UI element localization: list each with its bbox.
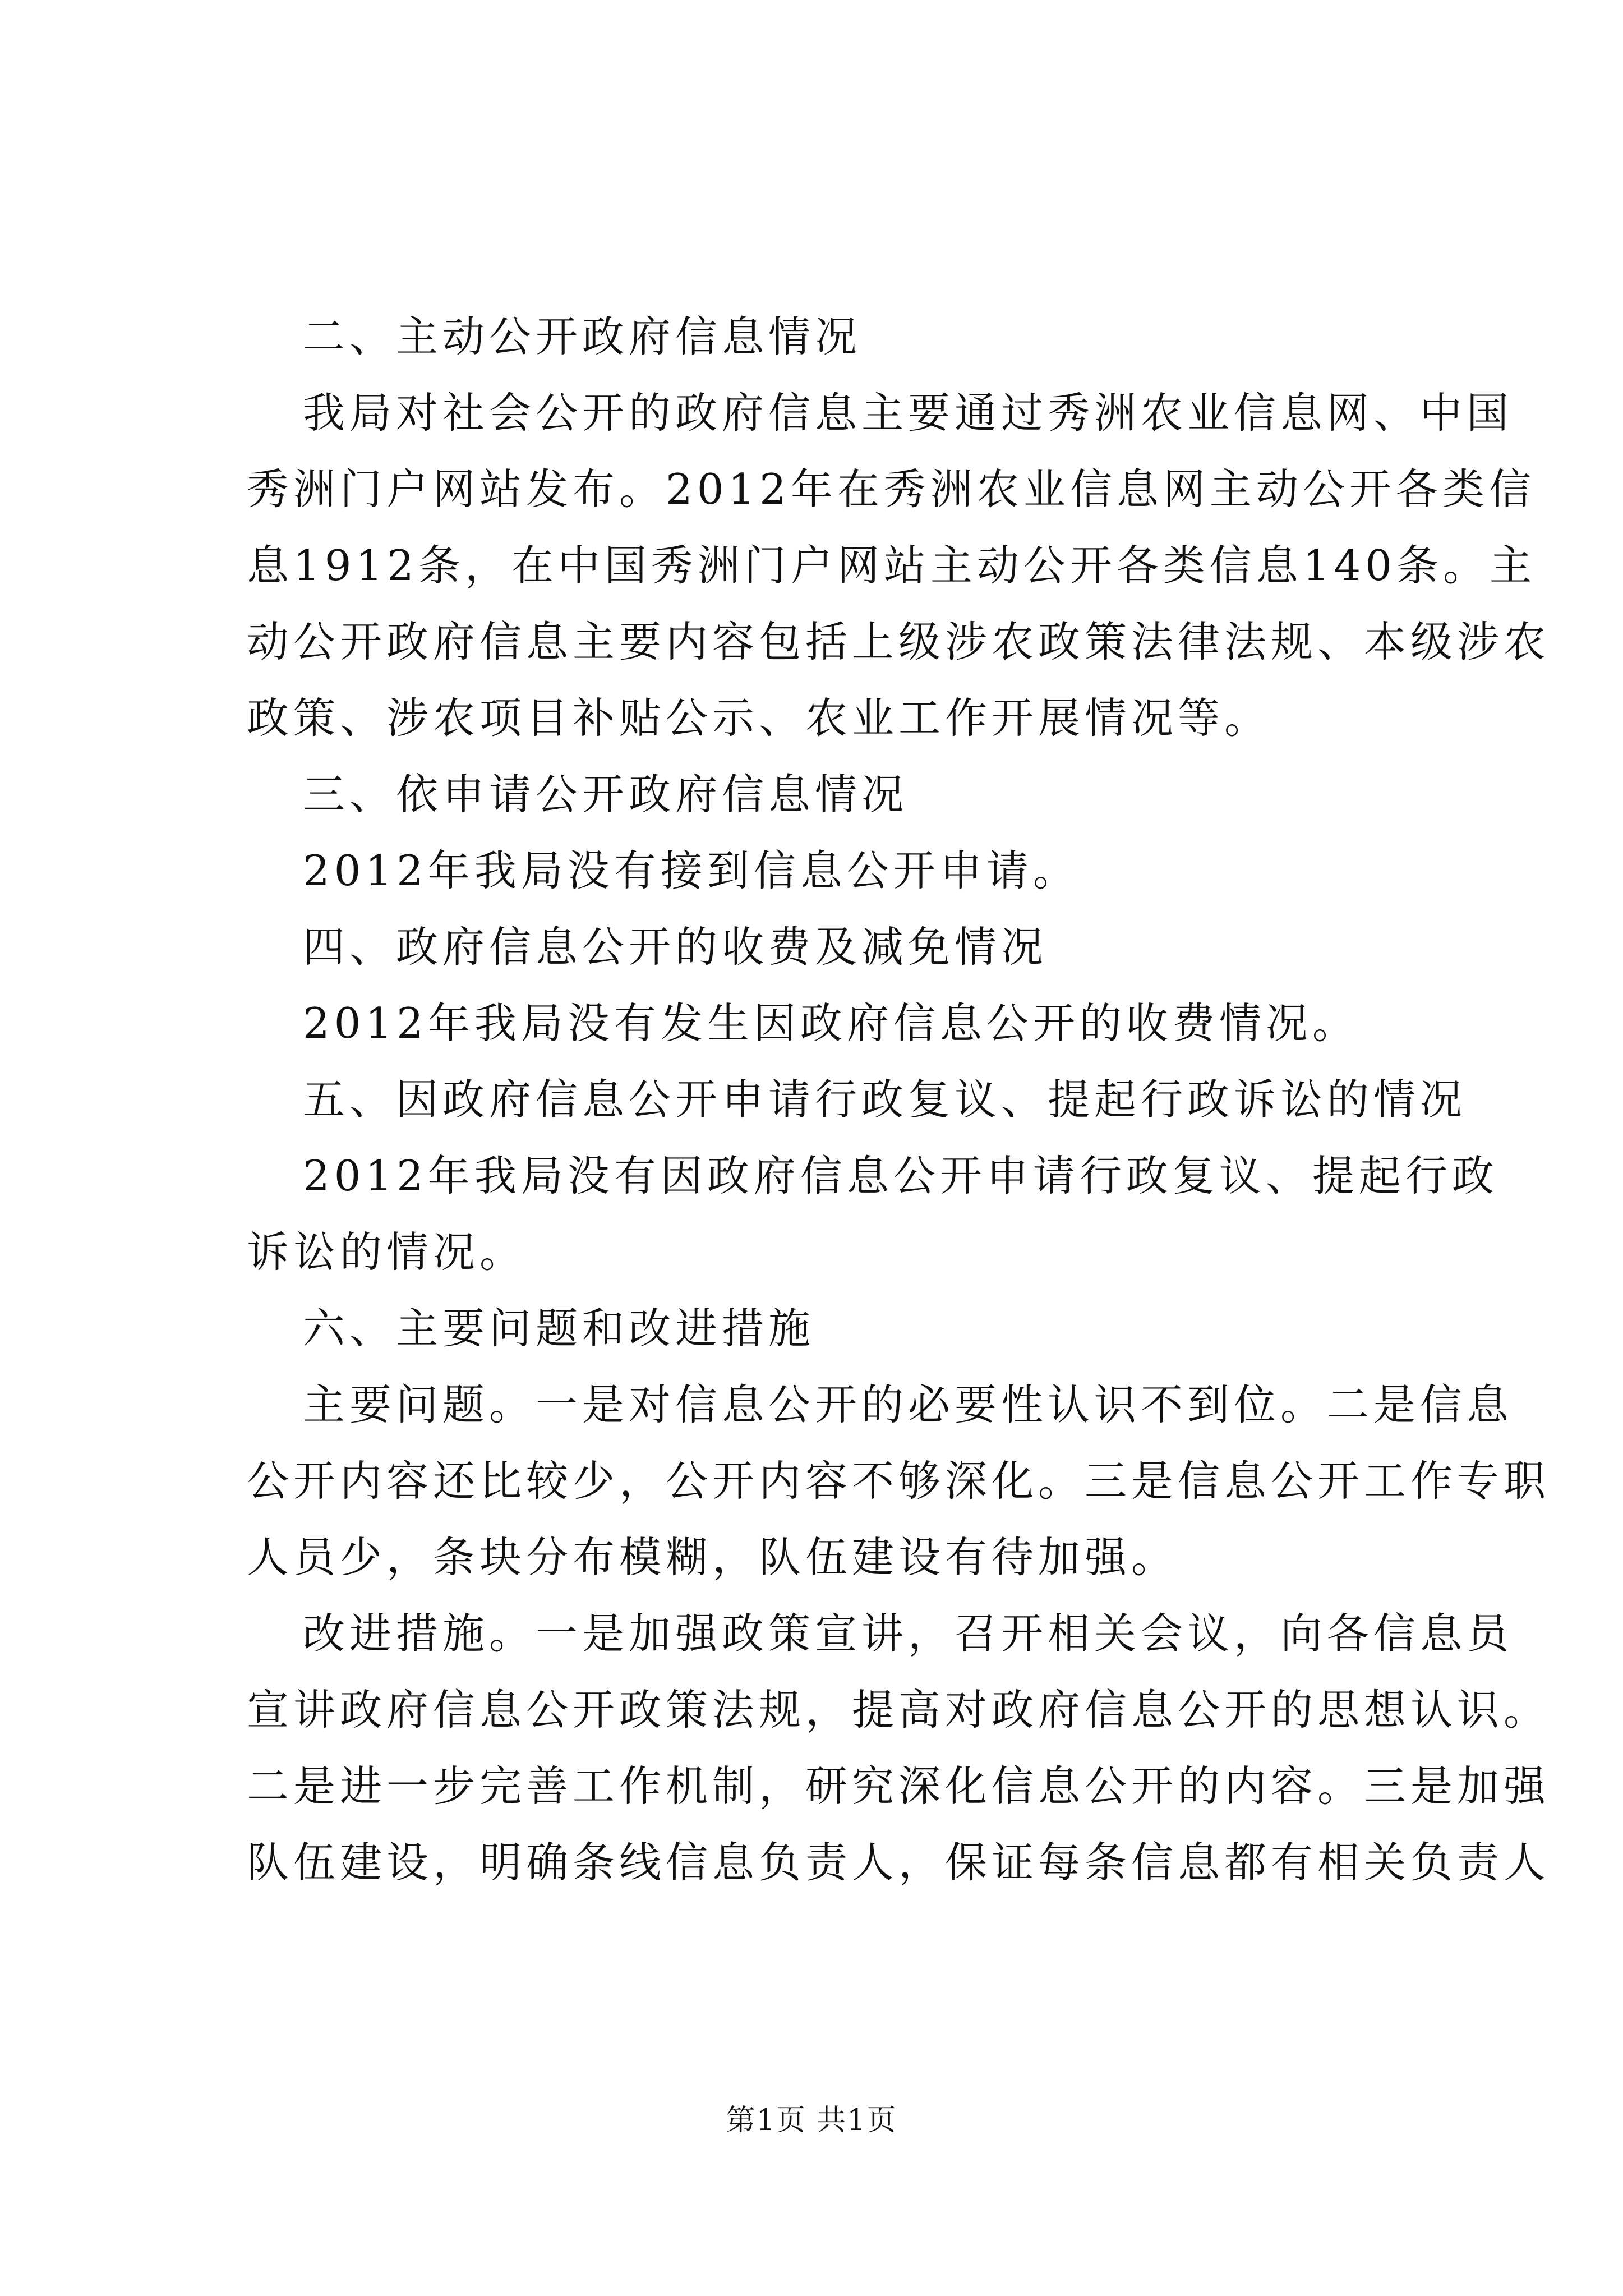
paragraph-line: 二是进一步完善工作机制，研究深化信息公开的内容。三是加强 — [247, 1761, 1551, 1811]
heading-section-5: 五、因政府信息公开申请行政复议、提起行政诉讼的情况 — [303, 1075, 1467, 1124]
heading-section-2: 二、主动公开政府信息情况 — [303, 312, 862, 361]
paragraph-line: 队伍建设，明确条线信息负责人，保证每条信息都有相关负责人 — [247, 1838, 1551, 1887]
paragraph-line: 动公开政府信息主要内容包括上级涉农政策法律法规、本级涉农 — [247, 617, 1551, 666]
paragraph-line: 秀洲门户网站发布。2012年在秀洲农业信息网主动公开各类信 — [247, 464, 1536, 514]
paragraph-line: 人员少，条块分布模糊，队伍建设有待加强。 — [247, 1533, 1178, 1582]
paragraph-line: 政策、涉农项目补贴公示、农业工作开展情况等。 — [247, 693, 1271, 743]
heading-section-3: 三、依申请公开政府信息情况 — [303, 770, 909, 819]
paragraph-line: 主要问题。一是对信息公开的必要性认识不到位。二是信息 — [303, 1380, 1514, 1429]
paragraph-line: 2012年我局没有发生因政府信息公开的收费情况。 — [303, 999, 1359, 1048]
paragraph-line: 诉讼的情况。 — [247, 1227, 527, 1277]
paragraph-line: 公开内容还比较少，公开内容不够深化。三是信息公开工作专职 — [247, 1456, 1551, 1506]
heading-section-6: 六、主要问题和改进措施 — [303, 1304, 815, 1353]
page-footer: 第1页 共1页 — [726, 2104, 897, 2137]
paragraph-line: 息1912条，在中国秀洲门户网站主动公开各类信息140条。主 — [247, 541, 1537, 590]
paragraph-line: 2012年我局没有因政府信息公开申请行政复议、提起行政 — [303, 1151, 1498, 1200]
paragraph-line: 改进措施。一是加强政策宣讲，召开相关会议，向各信息员 — [303, 1609, 1514, 1658]
paragraph-line: 宣讲政府信息公开政策法规，提高对政府信息公开的思想认识。 — [247, 1685, 1551, 1734]
paragraph-line: 2012年我局没有接到信息公开申请。 — [303, 846, 1080, 895]
paragraph-line: 我局对社会公开的政府信息主要通过秀洲农业信息网、中国 — [303, 388, 1514, 438]
heading-section-4: 四、政府信息公开的收费及减免情况 — [303, 922, 1048, 972]
